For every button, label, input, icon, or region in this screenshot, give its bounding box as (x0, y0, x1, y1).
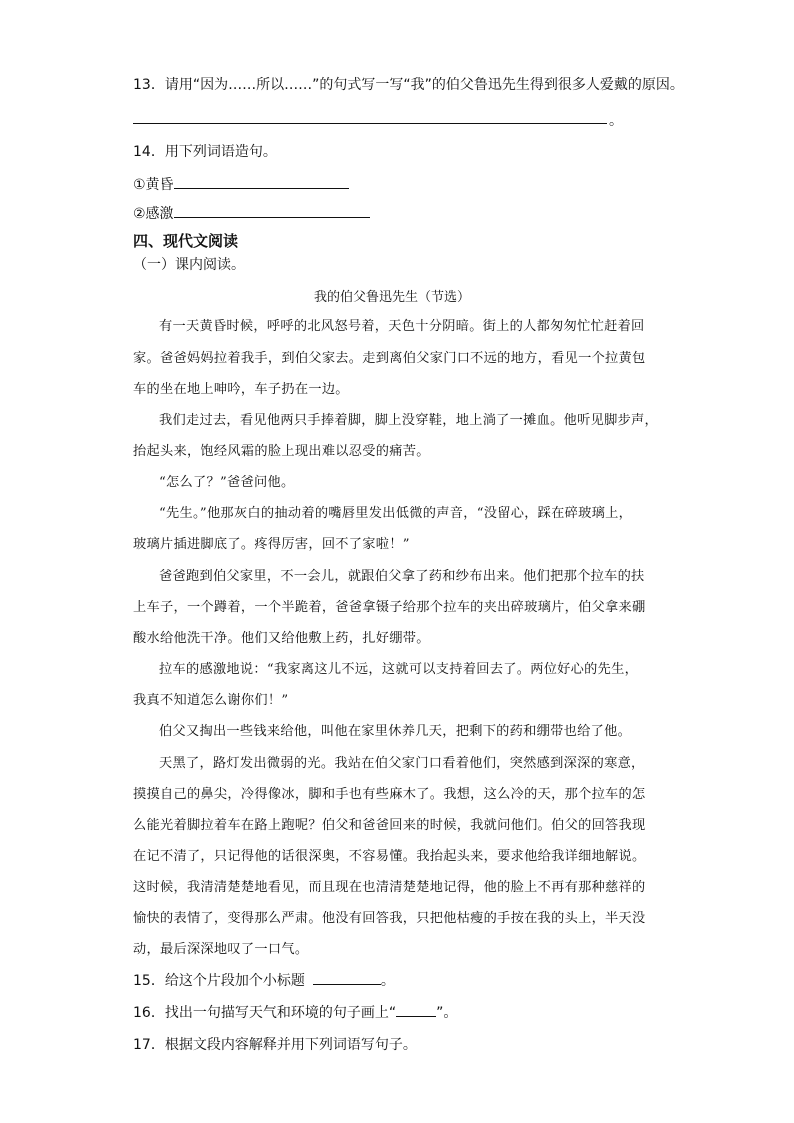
question-14-item-1 (133, 174, 349, 194)
passage-line: 伯父又掏出一些钱来给他，叫他在家里休养几天，把剩下的药和绷带也给了他。 (159, 724, 632, 739)
passage-line: 家。爸爸妈妈拉着我手，到伯父家去。走到离伯父家门口不远的地方，看见一个拉黄包 (133, 351, 646, 366)
item-2-label: ②感激 (133, 206, 174, 222)
passage-line: 爸爸跑到伯父家里，不一会儿，就跟伯父拿了药和纱布出来。他们把那个拉车的扶 (159, 569, 645, 584)
passage-line: 有一天黄昏时候，呼呼的北风怒号着，天色十分阴暗。街上的人都匆匆忙忙赶着回 (159, 319, 645, 334)
question-16-text-a: 16．找出一句描写天气和环境的句子画上“ (133, 1005, 397, 1021)
item-1-blank[interactable] (174, 176, 349, 189)
question-14-item-2 (133, 203, 370, 223)
question-16 (133, 1002, 457, 1022)
question-16-underline-sample (396, 1004, 436, 1017)
answer-line-13[interactable] (133, 123, 607, 124)
item-1-label: ①黄昏 (133, 177, 174, 193)
question-17: 17．根据文段内容解释并用下列词语写句子。 (133, 1037, 417, 1053)
question-15-text: 15．给这个片段加个小标题 (133, 973, 305, 989)
section-subheading: （一）课内阅读。 (133, 257, 245, 273)
item-2-blank[interactable] (174, 205, 370, 218)
question-13-text: 13．请用“因为……所以……”的句式写一写“我”的伯父鲁迅先生得到很多人爱戴的原因。 (133, 77, 684, 93)
section-heading: 四、现代文阅读 (133, 232, 239, 250)
question-16-text-b: ”。 (436, 1005, 458, 1021)
passage-line: 玻璃片插进脚底了。疼得厉害，回不了家啦！” (133, 537, 410, 552)
passage-line: 么能光着脚拉着车在路上跑呢？伯父和爸爸回来的时候，我就问他们。伯父的回答我现 (133, 818, 646, 833)
passage-line: 动，最后深深地叹了一口气。 (133, 942, 309, 957)
passage-line: 我真不知道怎么谢你们！” (133, 693, 289, 708)
passage-line: “先生。”他那灰白的抽动着的嘴唇里发出低微的声音，“没留心，踩在碎玻璃上， (159, 506, 633, 521)
question-14: 14．用下列词语造句。 (133, 144, 277, 160)
passage-line: 我们走过去，看见他两只手捧着脚，脚上没穿鞋，地上淌了一摊血。他听见脚步声， (159, 413, 659, 428)
passage-line: “怎么了？”爸爸问他。 (159, 475, 295, 490)
passage-line: 这时候，我清清楚楚地看见，而且现在也清清楚楚地记得，他的脸上不再有那种慈祥的 (133, 880, 646, 895)
passage-line: 酸水给他洗干净。他们又给他敷上药，扎好绷带。 (133, 631, 430, 646)
passage-title: 我的伯父鲁迅先生（节选） (314, 290, 471, 305)
answer-line-13-end: 。 (609, 113, 623, 129)
question-15 (133, 970, 395, 990)
question-13 (133, 74, 684, 94)
question-15-blank[interactable] (313, 972, 381, 985)
passage-line: 车的坐在地上呻吟，车子扔在一边。 (133, 382, 349, 397)
question-15-end: 。 (380, 973, 395, 989)
passage-line: 抬起头来，饱经风霜的脸上现出难以忍受的痛苦。 (133, 444, 430, 459)
passage-line: 在记不清了，只记得他的话很深奥，不容易懂。我抬起头来，要求他给我详细地解说。 (133, 849, 646, 864)
passage-line: 天黑了，路灯发出微弱的光。我站在伯父家门口看着他们，突然感到深深的寒意， (159, 756, 645, 771)
passage-line: 摸摸自己的鼻尖，冷得像冰，脚和手也有些麻木了。我想，这么冷的天，那个拉车的怎 (133, 787, 646, 802)
passage-line: 拉车的感激地说：“我家离这儿不远，这就可以支持着回去了。两位好心的先生， (159, 662, 639, 677)
passage-line: 上车子，一个蹲着，一个半跪着，爸爸拿镊子给那个拉车的夹出碎玻璃片，伯父拿来硼 (133, 600, 646, 615)
passage-line: 愉快的表情了，变得那么严肃。他没有回答我，只把他枯瘦的手按在我的头上，半天没 (133, 911, 646, 926)
